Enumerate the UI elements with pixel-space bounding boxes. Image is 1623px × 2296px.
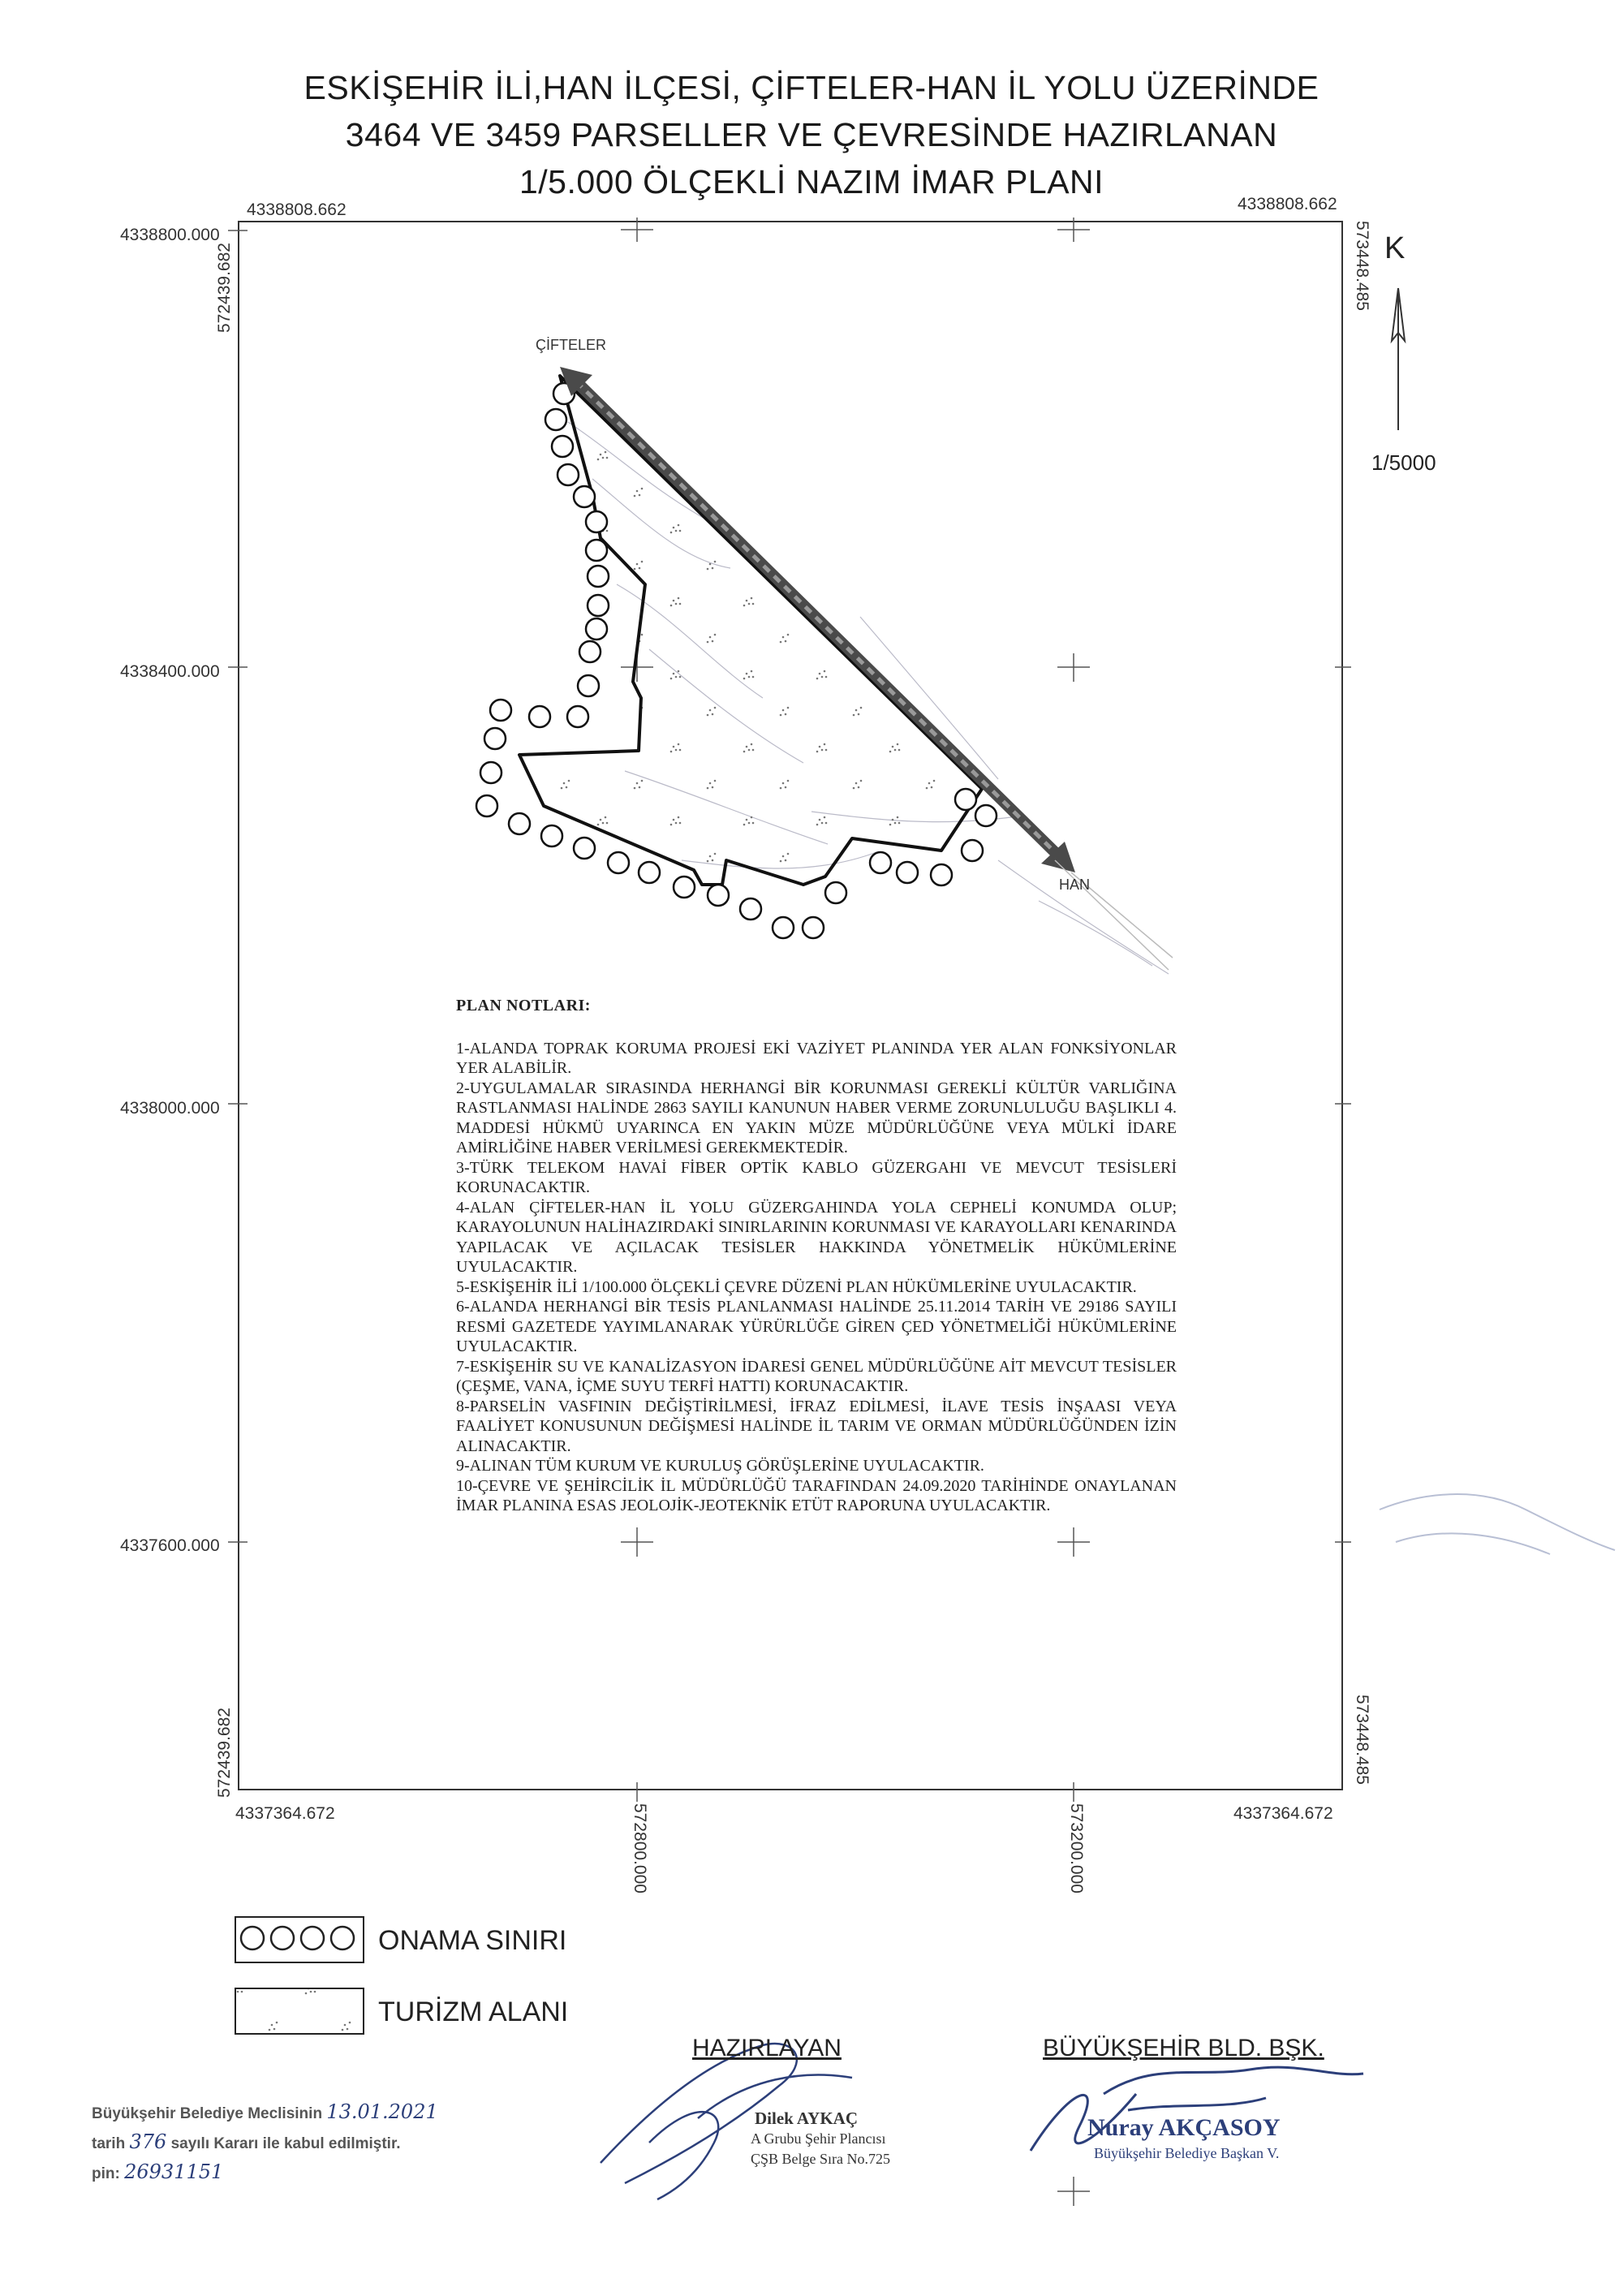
stamp-line2-prefix: tarih (92, 2135, 126, 2152)
label-han: HAN (1059, 877, 1091, 893)
coord-north-4338400: 4338400.000 (120, 662, 220, 681)
approval-boundary-marker (476, 795, 497, 816)
stamp-line2-suffix: sayılı Kararı ile kabul edilmiştir. (170, 2135, 401, 2152)
coord-bottom-right: 4337364.672 (1233, 1804, 1333, 1823)
stamp-number: 376 (129, 2130, 167, 2153)
coord-left-east-top: 572439.682 (215, 243, 234, 333)
approval-boundary-marker (579, 641, 601, 662)
plan-note: 9-ALINAN TÜM KURUM VE KURULUŞ GÖRÜŞLERİNE UYULACAKTIR. (456, 1457, 984, 1475)
north-arrow-icon (1392, 288, 1405, 430)
approval-boundary-marker (567, 706, 588, 727)
approval-boundary-marker (529, 706, 550, 727)
plan-note: 3-TÜRK TELEKOM HAVAİ FİBER OPTİK KABLO GÜZERGAHI VE MEVCUT TESİSLERİ KORUNACAKTIR. (456, 1158, 1177, 1196)
approval-boundary-marker (773, 917, 794, 938)
plan-notes (456, 996, 1177, 1516)
plan-title-line3: 1/5.000 ÖLÇEKLİ NAZIM İMAR PLANI (519, 163, 1104, 200)
prepared-name: Dilek AYKAÇ (755, 2109, 858, 2128)
coord-bottom-left: 4337364.672 (235, 1804, 335, 1823)
mayor-name: Nuray AKÇASOY (1087, 2114, 1281, 2141)
coord-left-east-bottom: 572439.682 (215, 1708, 234, 1798)
plan-note: 1-ALANDA TOPRAK KORUMA PROJESİ EKİ VAZİYET PLANINDA YER ALAN FONKSİYONLAR YER ALABİLİR. (456, 1039, 1177, 1077)
approval-boundary-marker (897, 862, 918, 883)
approval-boundary-marker (574, 486, 595, 507)
legend-tourism-label: TURİZM ALANI (378, 1997, 569, 2027)
faint-stamp (1380, 1494, 1615, 1554)
approval-boundary-marker (639, 862, 660, 883)
stamp-date: 13.01.2021 (326, 2100, 438, 2123)
plan-title-line2: 3464 VE 3459 PARSELLER VE ÇEVRESİNDE HAZIRLANAN (345, 116, 1278, 153)
approval-boundary-marker (588, 595, 609, 616)
approval-boundary-marker (586, 618, 607, 640)
plan-notes-title: PLAN NOTLARI: (456, 997, 591, 1014)
stamp-pin: 26931151 (124, 2160, 224, 2183)
stamp-line3-prefix: pin: (92, 2165, 120, 2182)
north-letter: K (1384, 231, 1406, 265)
prepared-heading: HAZIRLAYAN (692, 2035, 842, 2061)
scale-label: 1/5000 (1371, 450, 1436, 475)
plan-note: 7-ESKİŞEHİR SU VE KANALİZASYON İDARESİ GENEL MÜDÜRLÜĞÜNE AİT MEVCUT TESİSLER (ÇEŞME, VANA, İÇME SUYU TERFİ HATTI) KORUNACAKTIR. (456, 1357, 1177, 1395)
stamp-line1-prefix: Büyükşehir Belediye Meclisinin (92, 2105, 323, 2122)
council-stamp (92, 2098, 438, 2188)
approval-boundary-marker (955, 789, 976, 810)
coord-north-4337600: 4337600.000 (120, 1536, 220, 1555)
coord-top-right: 4338808.662 (1238, 195, 1337, 213)
approval-boundary-marker (552, 436, 573, 457)
plan-note: 5-ESKİŞEHİR İLİ 1/100.000 ÖLÇEKLİ ÇEVRE DÜZENİ PLAN HÜKÜMLERİNE UYULACAKTIR. (456, 1277, 1137, 1296)
approval-boundary-marker (588, 566, 609, 587)
coord-north-4338800: 4338800.000 (120, 226, 220, 244)
approval-boundary-marker (541, 825, 562, 846)
approval-boundary-marker (931, 864, 952, 885)
approval-boundary-marker (803, 917, 824, 938)
coord-north-4338000: 4338000.000 (120, 1099, 220, 1118)
plan-note: 10-ÇEVRE VE ŞEHİRCİLİK İL MÜDÜRLÜĞÜ TARAFINDAN 24.09.2020 TARİHİNDE ONAYLANAN İMAR PLANINA ESAS JEOLOJİK-JEOTEKNİK ETÜT RAPORUNA UYULACAKTIR. (456, 1476, 1177, 1514)
legend-tourism-box (235, 1988, 364, 2034)
approval-boundary-marker (586, 511, 607, 532)
approval-boundary-marker (975, 805, 997, 826)
label-cifteler: ÇİFTELER (536, 337, 607, 353)
approval-boundary-marker (708, 885, 729, 906)
mayor-heading: BÜYÜKŞEHİR BLD. BŞK. (1043, 2035, 1324, 2061)
coord-top-left: 4338808.662 (247, 200, 347, 219)
prepared-cert: ÇŞB Belge Sıra No.725 (751, 2151, 891, 2167)
approval-boundary-marker (545, 409, 566, 430)
plan-note: 4-ALAN ÇİFTELER-HAN İL YOLU GÜZERGAHINDA YOLA CEPHELİ KONUMDA OLUP; KARAYOLUNUN HALİHAZIRDAKİ SINIRLARININ KORUNMASI VE KARAYOLLARI KENARINDA YAPILACAK VE AÇILACAK TESİSLER HAKKINDA YÖNETMELİK HÜKÜMLERİNE UYULACAKTIR. (456, 1198, 1177, 1276)
mayor-title: Büyükşehir Belediye Başkan V. (1094, 2145, 1280, 2161)
plan-title-line1: ESKİŞEHİR İLİ,HAN İLÇESİ, ÇİFTELER-HAN İL YOLU ÜZERİNDE (304, 69, 1319, 106)
approval-boundary-marker (825, 882, 846, 903)
approval-boundary-marker (586, 540, 607, 561)
coord-right-east-bottom: 573448.485 (1353, 1695, 1371, 1785)
approval-boundary-marker (578, 675, 599, 696)
approval-boundary-marker (962, 840, 983, 861)
coord-east-572800: 572800.000 (631, 1803, 649, 1893)
plan-note: 2-UYGULAMALAR SIRASINDA HERHANGİ BİR KORUNMASI GEREKLİ KÜLTÜR VARLIĞINA RASTLANMASI HALİNDE 2863 SAYILI KANUNUN HABER VERME ZORUNLULUĞU BAŞLIKLI 4. MADDESİ HÜKMÜ UYARINCA EN YAKIN MÜZE MÜDÜRLÜĞÜNE VEYA MÜLKİ İDARE AMİRLİĞİNE HABER VERİLMESİ GEREKMEKTEDİR. (456, 1079, 1177, 1157)
plan-note: 8-PARSELİN VASFININ DEĞİŞTİRİLMESİ, İFRAZ EDİLMESİ, İLAVE TESİS İNŞAASI VEYA FAALİYET KONUSUNUN DEĞİŞMESİ HALİNDE İL TARIM VE ORMAN MÜDÜRLÜĞÜNDEN İZİN ALINACAKTIR. (456, 1397, 1177, 1455)
coord-right-east-top: 573448.485 (1353, 221, 1371, 311)
approval-boundary-marker (490, 700, 511, 721)
approval-boundary-marker (484, 728, 506, 749)
approval-boundary-marker (574, 838, 595, 859)
approval-boundary-marker (480, 762, 502, 783)
approval-boundary-marker (674, 877, 695, 898)
approval-boundary-marker (740, 898, 761, 920)
approval-boundary-marker (870, 852, 891, 873)
prepared-title: A Grubu Şehir Plancısı (751, 2130, 886, 2147)
plan-note: 6-ALANDA HERHANGİ BİR TESİS PLANLANMASI HALİNDE 25.11.2014 TARİH VE 29186 SAYILI RESMİ GAZETEDE YAYIMLANARAK YÜRÜRLÜĞE GİREN ÇED YÖNETMELİĞİ HÜKÜMLERİNE UYULACAKTIR. (456, 1298, 1177, 1355)
coord-east-573200: 573200.000 (1067, 1803, 1086, 1893)
approval-boundary-marker (608, 852, 629, 873)
approval-boundary-marker (509, 813, 530, 834)
approval-boundary-marker (558, 464, 579, 485)
legend-approval-label: ONAMA SINIRI (378, 1925, 567, 1956)
